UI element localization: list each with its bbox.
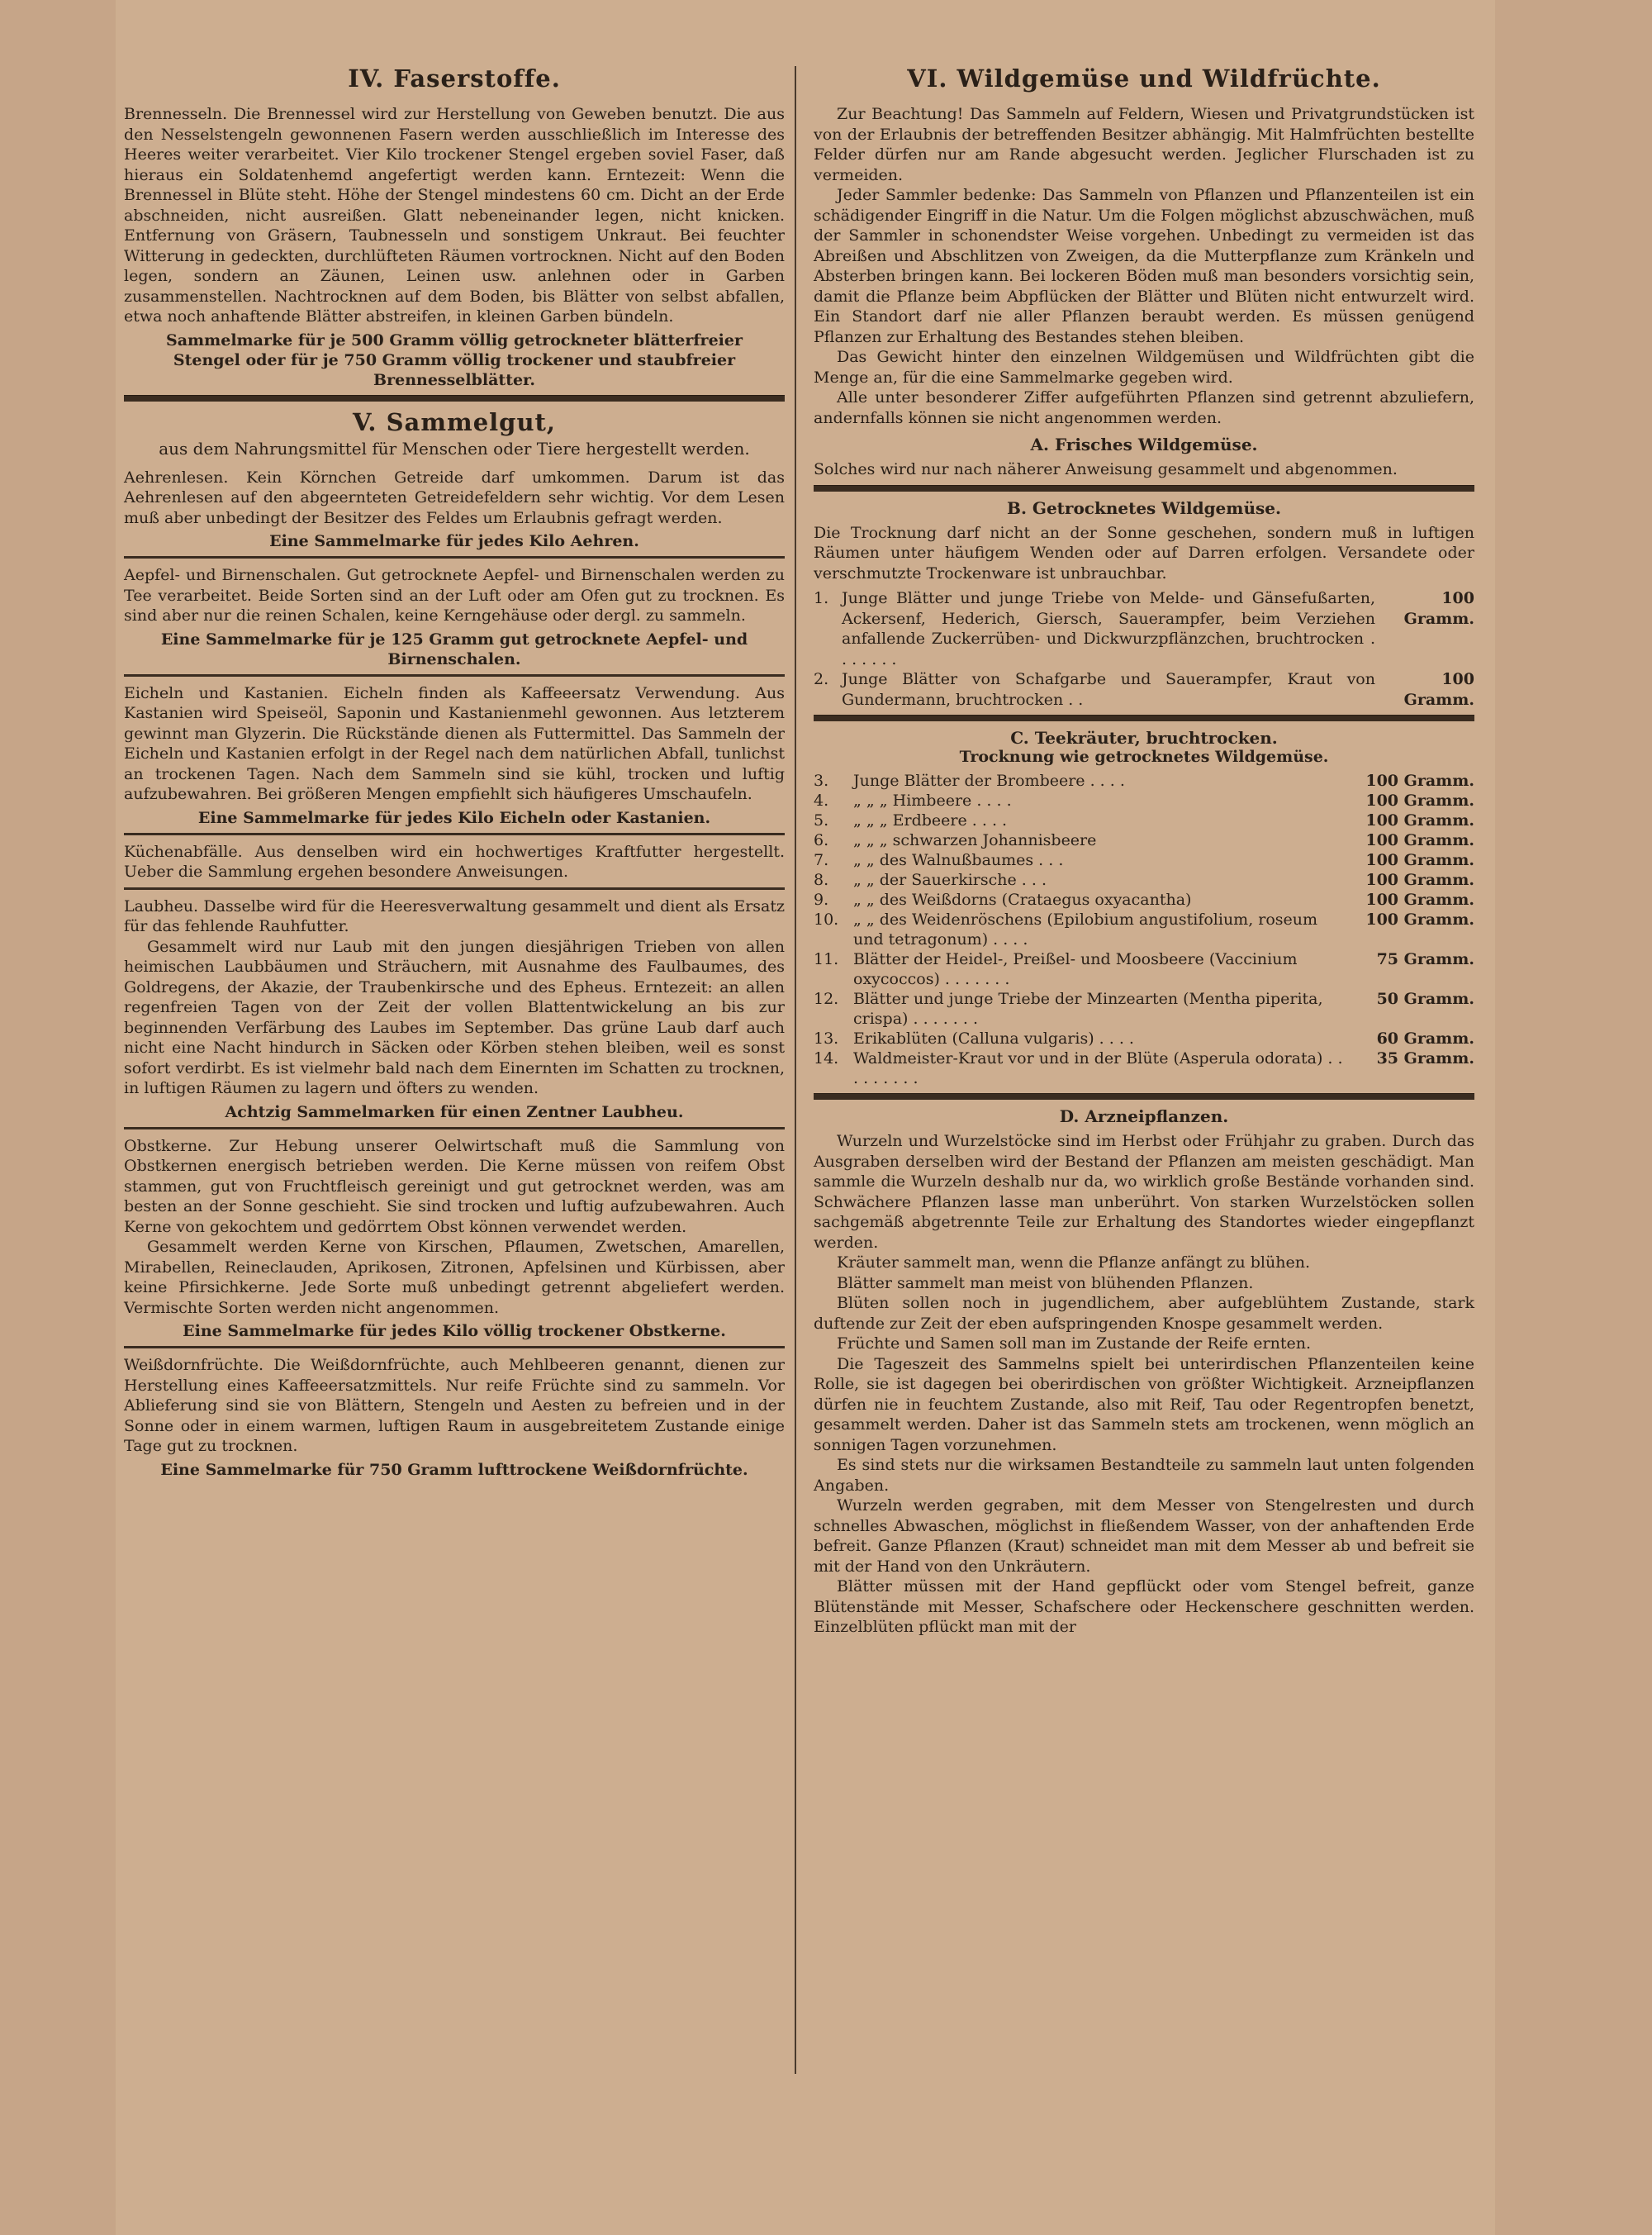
divider bbox=[814, 485, 1474, 492]
left-margin bbox=[0, 0, 116, 2235]
section-weissdorn bbox=[124, 1355, 785, 1480]
section-a-text: Solches wird nur nach näherer Anweisung gesammelt und abgenommen. bbox=[814, 460, 1398, 478]
divider bbox=[124, 833, 785, 835]
laubheu-sammelmarke: Achtzig Sammelmarken für einen Zentner Laubheu. bbox=[225, 1102, 684, 1121]
table-row bbox=[814, 870, 1474, 890]
section-b-list bbox=[814, 588, 1474, 710]
table-row bbox=[814, 811, 1474, 830]
row-amount: 60 Gramm. bbox=[1376, 1030, 1474, 1048]
section-v-title: V. Sammelgut, bbox=[352, 407, 557, 436]
section-d-paragraph: Blüten sollen noch in jugendlichem, aber aufgeblühtem Zustande, stark duftende zur Zeit der eben aufspringenden Knospe gesammelt werden. bbox=[814, 1294, 1474, 1333]
section-iv-title: IV. Faserstoffe. bbox=[348, 64, 561, 93]
section-a-heading: A. Frisches Wildgemüse. bbox=[1030, 435, 1258, 454]
right-column bbox=[814, 58, 1474, 1643]
getrennt-text: Alle unter besonderer Ziffer aufgeführten Pflanzen sind getrennt abzuliefern, andernfalls können sie nicht angenommen werden. bbox=[814, 388, 1474, 427]
divider bbox=[124, 556, 785, 559]
row-text: „ „ „ Himbeere . . . . bbox=[853, 792, 1012, 810]
schalen-sammelmarke: Eine Sammelmarke für je 125 Gramm gut getrocknete Aepfel- und Birnenschalen. bbox=[160, 630, 748, 668]
section-d-paragraph: Es sind stets nur die wirksamen Bestandteile zu sammeln laut unten folgenden Angaben. bbox=[814, 1456, 1474, 1495]
section-b bbox=[814, 523, 1474, 584]
brennesseln-text: Brennesseln. Die Brennessel wird zur Herstellung von Geweben benutzt. Die aus den Nesselstengeln gewonnenen Fasern werden ausschließlich im Interesse des Heeres weiter verarbeitet. Vier Kilo trockener Stengel ergeben soviel Faser, daß hieraus ein Soldatenhemd angefertigt werden kann. Erntezeit: Wenn die Brennessel in Blüte steht. Höhe der Stengel mindestens 60 cm. Dicht an der Erde abschneiden, nicht ausreißen. Glatt nebeneinander legen, nicht knicken. Entfernung von Gräsern, Taubnesseln und sonstigem Unkraut. Bei feuchter Witterung in gedeckten, durchlüfteten Räumen vortrocknen. Nicht auf den Boden legen, sondern an Zäunen, Leinen usw. anlehnen oder in Garben zusammenstellen. Nachtrocknen auf dem Boden, bis Blätter von selbst abfallen, etwa noch anhaftende Blätter abstreifen, in kleinen Garben bündeln. bbox=[124, 105, 785, 326]
row-text: „ „ des Walnußbaumes . . . bbox=[853, 851, 1064, 869]
section-c-heading: C. Teekräuter, bruchtrocken. bbox=[1010, 728, 1278, 748]
section-d-paragraph: Blätter sammelt man meist von blühenden Pflanzen. bbox=[837, 1273, 1254, 1292]
section-d bbox=[814, 1131, 1474, 1638]
row-amount: 35 Gramm. bbox=[1376, 1049, 1474, 1068]
section-d-paragraph: Blätter müssen mit der Hand gepflückt oder vom Stengel befreit, ganze Blütenstände mit Messer, Schafschere oder Heckenschere geschnitten werden. Einzelblüten pflückt man mit der bbox=[814, 1577, 1474, 1636]
divider bbox=[124, 887, 785, 890]
row-text: „ „ „ schwarzen Johannisbeere bbox=[853, 831, 1097, 849]
row-text: „ „ des Weißdorns (Crataegus oxyacantha) bbox=[853, 891, 1192, 909]
row-amount: 100 Gramm. bbox=[1365, 851, 1474, 869]
table-row bbox=[814, 949, 1474, 989]
table-row bbox=[814, 989, 1474, 1029]
table-row bbox=[814, 1029, 1474, 1049]
row-number: 11. bbox=[814, 950, 839, 968]
row-text: Waldmeister-Kraut vor und in der Blüte (Asperula odorata) . . . . . . . . . bbox=[853, 1049, 1343, 1087]
section-d-paragraph: Die Tageszeit des Sammelns spielt bei unterirdischen Pflanzenteilen keine Rolle, sie ist dagegen bei oberirdischen von größter Wichtigkeit. Arzneipflanzen dürfen nie in feuchtem Zustande, also mit Reif, Tau oder Regentropfen benetzt, gesammelt werden. Daher ist das Sammeln stets am trockenen, wenn möglich an sonnigen Tagen vorzunehmen. bbox=[814, 1354, 1474, 1454]
row-number: 4. bbox=[814, 792, 829, 810]
section-d-heading: D. Arzneipflanzen. bbox=[1059, 1106, 1229, 1126]
row-number: 13. bbox=[814, 1030, 839, 1048]
row-amount: 100 Gramm. bbox=[1365, 811, 1474, 830]
obstkerne-text-2: Gesammelt werden Kerne von Kirschen, Pflaumen, Zwetschen, Amarellen, Mirabellen, Reineclauden, Aprikosen, Zitronen, Apfelsinen und Kürbissen, aber keine Pfirsichkerne. Jede Sorte muß unbedingt getrennt abgeliefert werden. Vermischte Sorten werden nicht angenommen. bbox=[124, 1238, 785, 1317]
table-row bbox=[814, 830, 1474, 850]
table-row bbox=[814, 1049, 1474, 1088]
divider bbox=[124, 1346, 785, 1348]
laubheu-text-1: Laubheu. Dasselbe wird für die Heeresverwaltung gesammelt und dient als Ersatz für das fehlende Rauhfutter. bbox=[124, 896, 785, 935]
row-amount: 100 Gramm. bbox=[1365, 831, 1474, 849]
right-margin bbox=[1495, 0, 1652, 2235]
row-number: 7. bbox=[814, 851, 829, 869]
section-d-paragraph: Früchte und Samen soll man im Zustande der Reife ernten. bbox=[837, 1334, 1312, 1353]
beachtung-text: Zur Beachtung! Das Sammeln auf Feldern, Wiesen und Privatgrundstücken ist von der Erlaubnis der betreffenden Besitzer abhängig. Mit Halmfrüchten bestellte Felder dürfen nur am Rande abgesucht werden. Jeglicher Flurschaden ist zu vermeiden. bbox=[814, 105, 1474, 184]
section-c-table bbox=[814, 771, 1474, 1088]
section-d-paragraph: Kräuter sammelt man, wenn die Pflanze anfängt zu blühen. bbox=[837, 1253, 1310, 1272]
section-kuechenabfaelle bbox=[124, 842, 785, 882]
row-amount: 50 Gramm. bbox=[1376, 990, 1474, 1008]
eicheln-sammelmarke: Eine Sammelmarke für jedes Kilo Eicheln oder Kastanien. bbox=[197, 808, 711, 827]
aehrenlesen-sammelmarke: Eine Sammelmarke für jedes Kilo Aehren. bbox=[269, 532, 639, 550]
item-number: 2. bbox=[814, 670, 829, 688]
row-amount: 100 Gramm. bbox=[1365, 871, 1474, 889]
divider bbox=[814, 1093, 1474, 1100]
obstkerne-text-1: Obstkerne. Zur Hebung unserer Oelwirtschaft muß die Sammlung von Obstkernen energisch betrieben werden. Die Kerne müssen von reifem Obst stammen, gut von Fruchtfleisch gereinigt und gut getrocknet werden, was am besten an der Sonne geschieht. Sie sind trocken und luftig aufzubewahren. Auch Kerne von gekochtem und gedörrtem Obst können verwendet werden. bbox=[124, 1136, 785, 1236]
list-item bbox=[814, 669, 1474, 710]
table-row bbox=[814, 890, 1474, 910]
schalen-text: Aepfel- und Birnenschalen. Gut getrocknete Aepfel- und Birnenschalen werden zu Tee verarbeitet. Beide Sorten sind an der Luft oder am Ofen gut zu trocknen. Es sind aber nur die reinen Schalen, keine Kerngehäuse oder dergl. zu sammeln. bbox=[124, 566, 785, 625]
section-divider bbox=[124, 395, 785, 402]
row-number: 8. bbox=[814, 871, 829, 889]
section-a bbox=[814, 459, 1474, 480]
divider bbox=[124, 674, 785, 677]
row-text: „ „ „ Erdbeere . . . . bbox=[853, 811, 1008, 830]
table-row bbox=[814, 791, 1474, 811]
row-number: 6. bbox=[814, 831, 829, 849]
sammler-text: Jeder Sammler bedenke: Das Sammeln von Pflanzen und Pflanzenteilen ist ein schädigender Eingriff in die Natur. Um die Folgen möglichst abzuschwächen, muß der Sammler in schonendster Weise vorgehen. Unbedingt zu vermeiden ist das Abreißen und Abschlitzen von Zweigen, da die Mutterpflanze zum Kränkeln und Absterben bringen kann. Bei lockeren Böden muß man besonders vorsichtig sein, damit die Pflanze beim Abpflücken der Blätter und Blüten nicht entwurzelt wird. Ein Standort darf nie aller Pflanzen beraubt werden. Es müssen genügend Pflanzen zur Erhaltung des Bestandes stehen bleiben. bbox=[814, 186, 1474, 346]
section-d-paragraph: Wurzeln werden gegraben, mit dem Messer von Stengelresten und durch schnelles Abwaschen, möglichst in fließendem Wasser, von der anhaftenden Erde befreit. Ganze Pflanzen (Kraut) schneidet man mit dem Messer ab und befreit sie mit der Hand von den Unkräutern. bbox=[814, 1496, 1474, 1576]
row-text: „ „ der Sauerkirsche . . . bbox=[853, 871, 1047, 889]
row-number: 9. bbox=[814, 891, 829, 909]
weissdorn-text: Weißdornfrüchte. Die Weißdornfrüchte, auch Mehlbeeren genannt, dienen zur Herstellung eines Kaffeeersatzmittels. Nur reife Früchte sind zu sammeln. Vor Ablieferung sind sie von Blättern, Stengeln und Aesten zu befreien und in der Sonne oder in einem warmen, luftigen Raum in ausgebreitetem Zustande einige Tage gut zu trocknen. bbox=[124, 1356, 785, 1455]
table-row bbox=[814, 771, 1474, 791]
eicheln-text: Eicheln und Kastanien. Eicheln finden als Kaffeeersatz Verwendung. Aus Kastanien wird Speiseöl, Saponin und Kastanienmehl gewonnen. Aus letzterem gewinnt man Glyzerin. Die Rückstände dienen als Futtermittel. Das Sammeln der Eicheln und Kastanien erfolgt in der Regel nach dem natürlichen Abfall, tunlichst an trockenen Tagen. Nach dem Sammeln sind sie kühl, trocken und luftig aufzubewahren. Bei größeren Mengen empfiehlt sich häufigeres Umschaufeln. bbox=[124, 683, 785, 803]
section-b-heading: B. Getrocknetes Wildgemüse. bbox=[1007, 497, 1281, 518]
section-brennesseln bbox=[124, 104, 785, 390]
item-number: 1. bbox=[814, 589, 829, 607]
kuechenabfaelle-text: Küchenabfälle. Aus denselben wird ein hochwertiges Kraftfutter hergestellt. Ueber die Sammlung ergehen besondere Anweisungen. bbox=[124, 842, 785, 881]
section-b-text: Die Trocknung darf nicht an der Sonne geschehen, sondern muß in luftigen Räumen unter häufigem Wenden oder auf Darren erfolgen. Versandete oder verschmutzte Trockenware ist unbrauchbar. bbox=[814, 523, 1474, 583]
section-vi-title: VI. Wildgemüse und Wildfrüchte. bbox=[907, 64, 1381, 93]
list-item bbox=[814, 588, 1474, 669]
section-d-paragraph: Wurzeln und Wurzelstöcke sind im Herbst oder Frühjahr zu graben. Durch das Ausgraben derselben wird der Bestand der Pflanzen am meisten geschädigt. Man sammle die Wurzeln deshalb nur da, wo wirklich große Bestände vorhanden sind. Schwächere Pflanzen lasse man unberührt. Von starken Wurzelstöcken sollen sachgemäß abgetrennte Teile zur Erhaltung des Standortes wieder eingepflanzt werden. bbox=[814, 1132, 1474, 1252]
gewicht-text: Das Gewicht hinter den einzelnen Wildgemüsen und Wildfrüchten gibt die Menge an, für die eine Sammelmarke gegeben wird. bbox=[814, 348, 1474, 387]
aehrenlesen-text: Aehrenlesen. Kein Körnchen Getreide darf umkommen. Darum ist das Aehrenlesen auf den abgeernteten Getreidefeldern sehr wichtig. Vor dem Lesen muß aber unbedingt der Besitzer des Feldes um Erlaubnis gefragt werden. bbox=[124, 468, 785, 527]
row-amount: 100 Gramm. bbox=[1365, 792, 1474, 810]
table-row bbox=[814, 910, 1474, 949]
row-text: Blätter und junge Triebe der Minzearten (Mentha piperita, crispa) . . . . . . . bbox=[853, 990, 1323, 1028]
table-row bbox=[814, 850, 1474, 870]
item-amount: 100 Gramm. bbox=[1403, 670, 1474, 709]
laubheu-text-2: Gesammelt wird nur Laub mit den jungen diesjährigen Trieben von allen heimischen Laubbäumen und Sträuchern, mit Ausnahme des Faulbaumes, des Goldregens, der Akazie, der Traubenkirsche und des Epheus. Erntezeit: an allen regenfreien Tagen von der Zeit der vollen Blattentwickelung an bis zur beginnenden Verfärbung des Laubes im September. Das grüne Laub darf auch nicht eine Nacht hindurch in Säcken oder Körben stehen bleiben, weil es sonst sofort verdirbt. Es ist vielmehr bald nach dem Einernten im Schatten zu trocknen, in luftigen Räumen zu lagern und öfters zu wenden. bbox=[124, 937, 785, 1097]
section-c-subheading: Trocknung wie getrocknetes Wildgemüse. bbox=[959, 748, 1329, 766]
row-amount: 100 Gramm. bbox=[1365, 911, 1474, 929]
item-amount: 100 Gramm. bbox=[1403, 589, 1474, 628]
left-column bbox=[124, 58, 785, 1485]
item-text: Junge Blätter von Schafgarbe und Sauerampfer, Kraut von Gundermann, bruchtrocken . . bbox=[842, 670, 1375, 709]
section-laubheu bbox=[124, 896, 785, 1122]
row-number: 12. bbox=[814, 990, 839, 1008]
row-amount: 75 Gramm. bbox=[1376, 950, 1474, 968]
section-eicheln bbox=[124, 683, 785, 828]
section-aehrenlesen bbox=[124, 468, 785, 552]
item-text: Junge Blätter und junge Triebe von Melde- und Gänsefußarten, Ackersenf, Hederich, Giersch, Sauerampfer, beim Verziehen anfallende Zuckerrüben- und Dickwurzpflänzchen, bruchtrocken . . . . . . . bbox=[842, 589, 1375, 668]
brennesseln-sammelmarke: Sammelmarke für je 500 Gramm völlig getrockneter blätterfreier Stengel oder für je 750 Gramm völlig trockener und staubfreier Brennesselblätter. bbox=[166, 330, 743, 389]
row-number: 10. bbox=[814, 911, 839, 929]
row-amount: 100 Gramm. bbox=[1365, 772, 1474, 790]
weissdorn-sammelmarke: Eine Sammelmarke für 750 Gramm lufttrockene Weißdornfrüchte. bbox=[160, 1460, 748, 1479]
column-divider bbox=[795, 66, 796, 2074]
section-vi-intro bbox=[814, 104, 1474, 428]
row-text: Blätter der Heidel-, Preißel- und Moosbeere (Vaccinium oxycoccos) . . . . . . . bbox=[853, 950, 1298, 988]
row-text: Erikablüten (Calluna vulgaris) . . . . bbox=[853, 1030, 1134, 1048]
row-amount: 100 Gramm. bbox=[1365, 891, 1474, 909]
obstkerne-sammelmarke: Eine Sammelmarke für jedes Kilo völlig trockener Obstkerne. bbox=[183, 1322, 726, 1340]
divider bbox=[814, 715, 1474, 721]
row-number: 5. bbox=[814, 811, 829, 830]
section-obstkerne bbox=[124, 1136, 785, 1342]
row-number: 3. bbox=[814, 772, 829, 790]
row-text: „ „ des Weidenröschens (Epilobium angustifolium, roseum und tetragonum) . . . . bbox=[853, 911, 1318, 949]
row-text: Junge Blätter der Brombeere . . . . bbox=[853, 772, 1125, 790]
section-schalen bbox=[124, 565, 785, 669]
row-number: 14. bbox=[814, 1049, 839, 1068]
section-v-subtitle: aus dem Nahrungsmittel für Menschen oder Tiere hergestellt werden. bbox=[159, 438, 750, 459]
divider bbox=[124, 1127, 785, 1129]
